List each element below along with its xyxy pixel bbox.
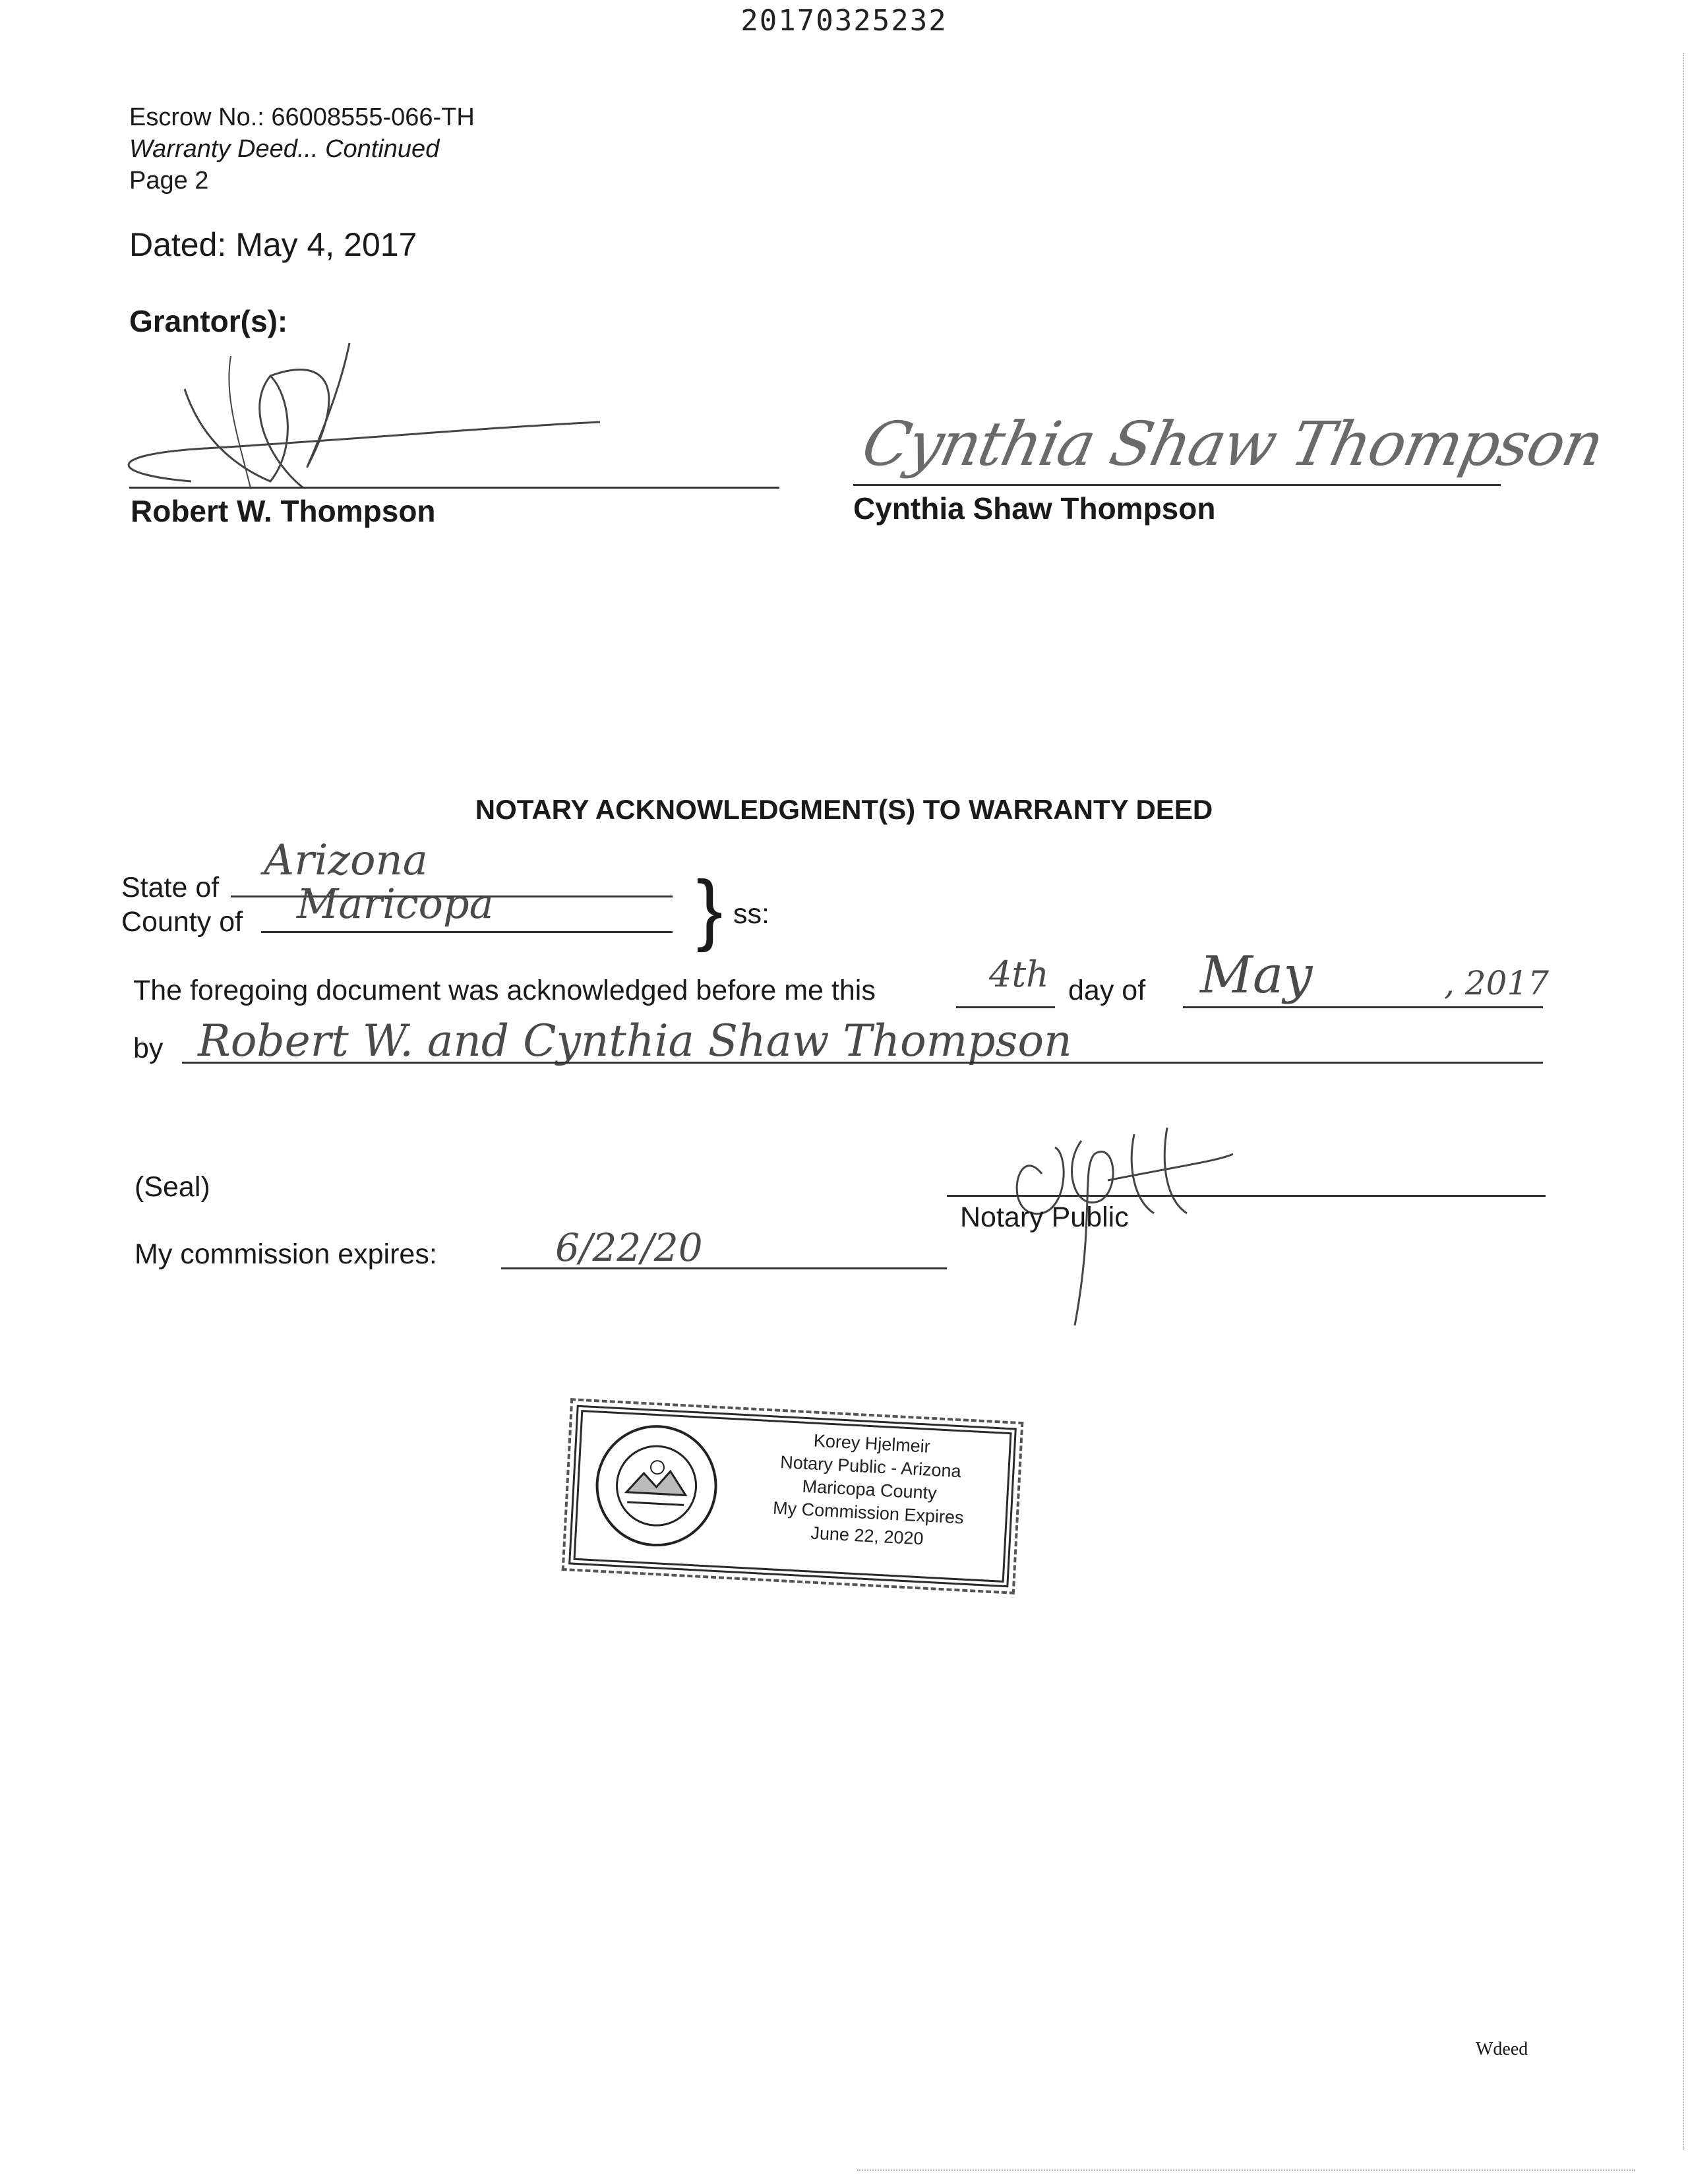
- grantor-1-signature-line: [129, 487, 779, 489]
- day-line: [956, 1006, 1055, 1008]
- page-number: Page 2: [129, 167, 209, 195]
- grantor-2-signature-line: [853, 484, 1501, 486]
- ack-text: The foregoing document was acknowledged before me this: [133, 975, 876, 1006]
- stamp-line: My Commission Expires: [772, 1498, 965, 1528]
- grantor-2-signature: Cynthia Shaw Thompson: [856, 409, 1609, 479]
- notary-stamp: [568, 1405, 1017, 1588]
- day-of-label: day of: [1068, 975, 1146, 1006]
- dated-line: Dated: May 4, 2017: [129, 226, 417, 263]
- brace: }: [696, 864, 723, 953]
- stamp-line: Korey Hjelmeir: [813, 1430, 931, 1457]
- by-label: by: [133, 1033, 164, 1064]
- by-line: [182, 1062, 1543, 1064]
- footer-code: Wdeed: [1476, 2039, 1528, 2059]
- stamp-text: [741, 1426, 998, 1554]
- state-label: State of: [121, 872, 220, 903]
- grantor-2-name: Cynthia Shaw Thompson: [853, 491, 1216, 526]
- month-year-line: [1183, 1006, 1543, 1008]
- month-value: May: [1200, 946, 1313, 1005]
- recording-number: 20170325232: [740, 4, 948, 38]
- state-seal-emblem: [584, 1418, 729, 1554]
- county-line: [261, 931, 673, 933]
- notary-title: NOTARY ACKNOWLEDGMENT(S) TO WARRANTY DEED: [475, 794, 1213, 825]
- by-value: Robert W. and Cynthia Shaw Thompson: [198, 1016, 1072, 1066]
- stamp-line: Notary Public - Arizona: [779, 1451, 962, 1482]
- day-value: 4th: [989, 954, 1049, 995]
- county-value: Maricopa: [297, 880, 494, 928]
- stamp-line: Maricopa County: [801, 1476, 938, 1503]
- escrow-number: Escrow No.: 66008555-066-TH: [129, 104, 475, 131]
- grantor-1-signature: [73, 330, 653, 501]
- ss-label: ss:: [733, 898, 769, 930]
- state-value: Arizona: [264, 836, 428, 885]
- document-header: [129, 102, 475, 197]
- scan-bottom-edge: [857, 2169, 1635, 2171]
- stamp-line: June 22, 2020: [810, 1523, 924, 1549]
- seal-label: (Seal): [135, 1171, 210, 1203]
- year-value: , 2017: [1444, 964, 1550, 1002]
- commission-line: [501, 1267, 947, 1269]
- county-label: County of: [121, 906, 243, 938]
- notary-signature-line: [947, 1195, 1546, 1197]
- document-continued: Warranty Deed... Continued: [129, 135, 440, 163]
- grantor-label: Grantor(s):: [129, 304, 288, 338]
- commission-label: My commission expires:: [135, 1238, 437, 1270]
- grantor-1-name: Robert W. Thompson: [131, 494, 436, 528]
- commission-value: 6/22/20: [555, 1225, 703, 1270]
- notary-public-label: Notary Public: [960, 1201, 1129, 1233]
- scan-edge: [1673, 53, 1684, 2150]
